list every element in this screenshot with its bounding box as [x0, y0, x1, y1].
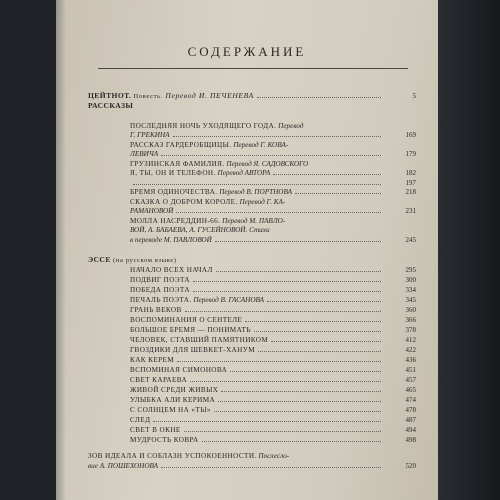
dot-leader	[271, 341, 381, 342]
book-page	[56, 0, 438, 500]
toc-page-number: 231	[405, 207, 416, 215]
toc-entry-translator: Перевод АВТОРА	[215, 169, 271, 177]
toc-entry-translator: Перевод В. ПОРТНОВА	[217, 188, 292, 196]
toc-entry-translator: РАМАНОВОЙ	[130, 207, 174, 215]
toc-entry	[130, 356, 174, 364]
dot-leader	[184, 431, 381, 432]
toc-entry-translator: Перевод М. ПАВЛО-	[220, 217, 286, 225]
toc-entry	[130, 160, 308, 168]
toc-page-number: 478	[405, 406, 416, 414]
toc-page-number: 300	[405, 276, 416, 284]
toc-entry-translator: вие А. ПОШЕХОНОВА	[88, 462, 159, 470]
toc-page-number: 498	[405, 436, 416, 444]
toc-entry	[130, 396, 215, 404]
toc-entry-note: (на русском языке)	[110, 257, 177, 264]
toc-entry	[130, 326, 251, 334]
dot-leader	[245, 321, 381, 322]
dot-leader	[273, 174, 381, 175]
toc-entry-title: РАССКАЗЫ	[88, 101, 134, 110]
toc-entry-title: ЦЕЙТНОТ.	[88, 91, 132, 100]
dot-leader	[218, 401, 381, 402]
toc-entry	[88, 452, 289, 460]
dot-leader	[133, 184, 381, 185]
toc-page-number: 218	[405, 188, 416, 196]
toc-page-number: 360	[405, 306, 416, 314]
toc-entry-title: ЗОВ ИДЕАЛА И СОБЛАЗН УСПОКОЕННОСТИ.	[88, 452, 257, 460]
toc-entry-title: НАЧАЛО ВСЕХ НАЧАЛ	[130, 266, 213, 274]
toc-entry	[88, 92, 254, 101]
toc-page-number: 451	[405, 366, 416, 374]
toc-entry-note: Повесть.	[131, 93, 163, 100]
toc-entry	[130, 286, 190, 294]
toc-page-number: 197	[405, 179, 416, 187]
toc-entry	[130, 426, 181, 434]
toc-entry-translator: Послесло-	[256, 452, 290, 460]
toc-entry	[130, 276, 190, 284]
toc-page-number: 412	[405, 336, 416, 344]
toc-entry	[130, 336, 268, 344]
toc-entry-title: СВЕТ КАРАЕВА	[130, 376, 188, 384]
toc-entry-title: МОЛЛА НАСРЕДДИН-66.	[130, 217, 221, 225]
toc-entry	[88, 256, 177, 265]
toc-entry-title: МУДРОСТЬ КОВРА	[130, 436, 199, 444]
toc-entry	[130, 226, 270, 234]
toc-page-number: 182	[405, 169, 416, 177]
dark-background-edge	[438, 0, 500, 500]
toc-entry-title: ВСПОМИНАЯ СИМОНОВА	[130, 366, 228, 374]
toc-page-number: 474	[405, 396, 416, 404]
toc-entry-title: С СОЛНЦЕМ НА «ТЫ»	[130, 406, 211, 414]
toc-entry-translator: Перевод Г. КОВА-	[231, 141, 289, 149]
toc-entry	[130, 217, 285, 225]
toc-page-number: 345	[405, 296, 416, 304]
toc-entry	[130, 150, 158, 158]
toc-entry	[130, 198, 285, 206]
toc-entry-translator: Перевод Я. САДОВСКОГО	[224, 160, 309, 168]
toc-page-number: 436	[405, 356, 416, 364]
toc-entry	[130, 316, 242, 324]
toc-page-number: 169	[405, 131, 416, 139]
toc-entry	[130, 406, 211, 414]
toc-entry-title: ПОСЛЕДНЯЯ НОЧЬ УХОДЯЩЕГО ГОДА.	[130, 122, 277, 130]
toc-entry-title: ПОБЕДА ПОЭТА	[130, 286, 190, 294]
toc-page-number: 520	[405, 462, 416, 470]
dot-leader	[193, 291, 381, 292]
toc-entry	[130, 296, 264, 304]
toc-entry-title: ПЕЧАЛЬ ПОЭТА.	[130, 296, 192, 304]
toc-entry-title: ВОСПОМИНАНИЯ О СЕНТЕЛЕ	[130, 316, 243, 324]
toc-page-number: 422	[405, 346, 416, 354]
toc-entry	[130, 122, 304, 130]
page-title: СОДЕРЖАНИЕ	[187, 44, 307, 59]
dot-leader	[173, 136, 381, 137]
toc-entry	[130, 386, 218, 394]
dot-leader	[190, 381, 381, 382]
toc-entry-title: ПОДВИГ ПОЭТА	[130, 276, 191, 284]
toc-entry	[130, 306, 182, 314]
toc-entry-translator: Перевод	[276, 122, 304, 130]
toc-entry-title: ЭССЕ	[88, 255, 111, 264]
toc-entry-title: БОЛЬШОЕ БРЕМЯ — ПОНИМАТЬ	[130, 326, 251, 334]
toc-entry-translator: ВОЙ, А. БАБАЕВА, А. ГУСЕЙНОВОЙ. Стихи	[130, 226, 270, 234]
toc-page-number: 366	[405, 316, 416, 324]
toc-page-number: 334	[405, 286, 416, 294]
dot-leader	[257, 97, 381, 98]
toc-page-number: 487	[405, 416, 416, 424]
toc-entry	[130, 141, 288, 149]
toc-entry	[130, 188, 292, 196]
toc-entry-title: СВЕТ В ОКНЕ	[130, 426, 181, 434]
page-gutter-shadow	[56, 0, 66, 500]
toc-entry	[130, 366, 227, 374]
toc-entry-title: Я, ТЫ, ОН И ТЕЛЕФОН.	[130, 169, 216, 177]
dot-leader	[295, 193, 381, 194]
dot-leader	[221, 391, 381, 392]
dot-leader	[215, 241, 381, 242]
toc-entry	[130, 416, 150, 424]
toc-entry	[130, 131, 170, 139]
toc-entry-title: ГРУЗИНСКАЯ ФАМИЛИЯ.	[130, 160, 225, 168]
dot-leader	[176, 212, 381, 213]
toc-entry-title: РАССКАЗ ГАРДЕРОБЩИЦЫ.	[130, 141, 232, 149]
toc-entry	[130, 436, 199, 444]
toc-page-number: 5	[412, 92, 416, 100]
dot-leader	[216, 271, 381, 272]
toc-entry-translator: ЛЕВИЧА	[130, 150, 159, 158]
toc-entry-translator: Перевод И. ПЕЧЕНЕВА	[162, 91, 254, 100]
toc-entry-title: БРЕМЯ ОДИНОЧЕСТВА.	[130, 188, 218, 196]
dot-leader	[185, 311, 381, 312]
dot-leader	[177, 361, 381, 362]
toc-entry	[130, 376, 187, 384]
toc-entry	[130, 169, 270, 177]
title-divider	[98, 68, 408, 69]
toc-entry	[130, 266, 213, 274]
dot-leader	[193, 281, 381, 282]
toc-entry-title: СКАЗКА О ДОБРОМ КОРОЛЕ.	[130, 198, 238, 206]
dot-leader	[254, 331, 381, 332]
toc-page-number: 378	[405, 326, 416, 334]
dot-leader	[258, 351, 381, 352]
toc-entry	[130, 346, 255, 354]
toc-page-number: 245	[405, 236, 416, 244]
dot-leader	[161, 467, 381, 468]
toc-page-number: 295	[405, 266, 416, 274]
toc-entry-translator: Г. ГРЕКИНА	[130, 131, 170, 139]
dot-leader	[202, 441, 381, 442]
dot-leader	[161, 155, 381, 156]
toc-entry-title: ГРАНЬ ВЕКОВ	[130, 306, 182, 314]
toc-page-number: 494	[405, 426, 416, 434]
toc-entry	[130, 207, 173, 215]
dot-leader	[267, 301, 381, 302]
toc-entry-translator: в переводе М. ПАВЛОВОЙ	[130, 236, 212, 244]
toc-entry-translator: Перевод Г. КА-	[237, 198, 286, 206]
toc-page-number: 457	[405, 376, 416, 384]
toc-entry-title: ЖИВОЙ СРЕДИ ЖИВЫХ	[130, 386, 219, 394]
dot-leader	[153, 421, 381, 422]
toc-entry-title: ЧЕЛОВЕК, СТАВШИЙ ПАМЯТНИКОМ	[130, 336, 269, 344]
toc-page-number: 465	[405, 386, 416, 394]
toc-entry-title: УЛЫБКА АЛИ КЕРИМА	[130, 396, 216, 404]
toc-entry	[88, 462, 158, 470]
toc-entry-translator: Перевод В. ГАСАНОВА	[191, 296, 265, 304]
toc-entry-title: СЛЕД	[130, 416, 151, 424]
dot-leader	[230, 371, 381, 372]
toc-entry-title: КАК КЕРЕМ	[130, 356, 175, 364]
toc-page-number: 179	[405, 150, 416, 158]
dot-leader	[214, 411, 381, 412]
toc-entry-title: ГВОЗДИКИ ДЛЯ ШЕВКЕТ-ХАНУМ	[130, 346, 255, 354]
toc-entry	[88, 102, 133, 110]
toc-entry	[130, 236, 212, 244]
